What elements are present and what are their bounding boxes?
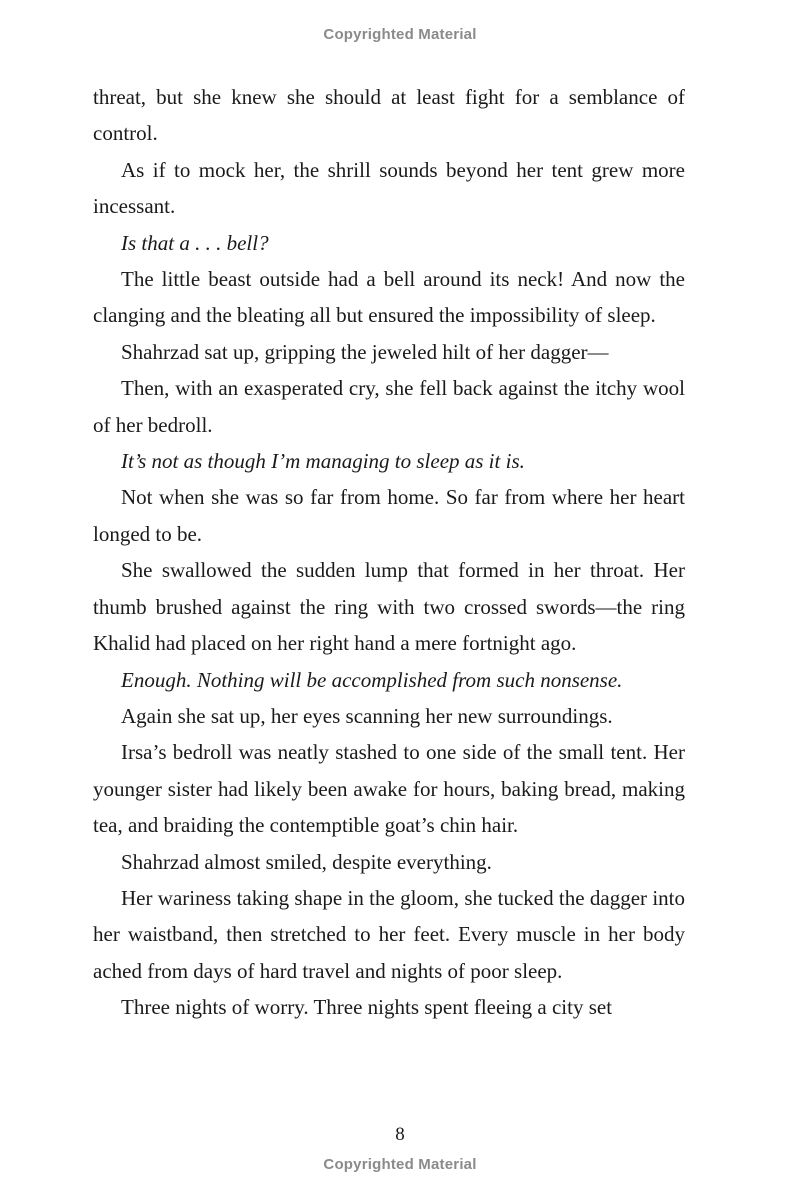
- page-body-text: [93, 79, 685, 1026]
- paragraph: As if to mock her, the shrill sounds beyond her tent grew more incessant.: [93, 157, 685, 219]
- paragraph: threat, but she knew she should at least fight for a semblance of control.: [93, 85, 685, 146]
- paragraph: She swallowed the sudden lump that formed in her throat. Her thumb brushed against the ring with two crossed swords—the ring Khalid had placed on her right hand a mere fortnight ago.: [93, 558, 685, 656]
- italic-paragraph: It’s not as though I’m managing to sleep as it is.: [121, 449, 525, 474]
- paragraph: Then, with an exasperated cry, she fell back against the itchy wool of her bedroll.: [93, 376, 685, 437]
- italic-paragraph: Is that a . . . bell?: [121, 230, 269, 255]
- paragraph: Not when she was so far from home. So far from where her heart longed to be.: [93, 485, 685, 546]
- page-number: 8: [395, 1124, 405, 1145]
- paragraph: Three nights of worry. Three nights spent fleeing a city set: [121, 995, 613, 1020]
- paragraph: Shahrzad sat up, gripping the jeweled hilt of her dagger—: [121, 339, 609, 364]
- paragraph: The little beast outside had a bell around its neck! And now the clanging and the bleating all but ensured the impossibility of sleep.: [93, 267, 685, 328]
- italic-paragraph: Enough. Nothing will be accomplished from such nonsense.: [121, 667, 623, 692]
- paragraph: Her wariness taking shape in the gloom, she tucked the dagger into her waistband, then stretched to her feet. Every muscle in her body ached from days of hard travel and nights of poor sleep.: [93, 885, 685, 983]
- copyright-watermark-bottom: Copyrighted Material: [323, 1156, 477, 1173]
- paragraph: Irsa’s bedroll was neatly stashed to one side of the small tent. Her younger sister had likely been awake for hours, baking bread, making tea, and braiding the contemptible goat’s chin hair.: [93, 740, 685, 838]
- paragraph: Shahrzad almost smiled, despite everything.: [121, 849, 492, 874]
- copyright-watermark-top: Copyrighted Material: [323, 26, 477, 43]
- paragraph: Again she sat up, her eyes scanning her new surroundings.: [121, 703, 613, 728]
